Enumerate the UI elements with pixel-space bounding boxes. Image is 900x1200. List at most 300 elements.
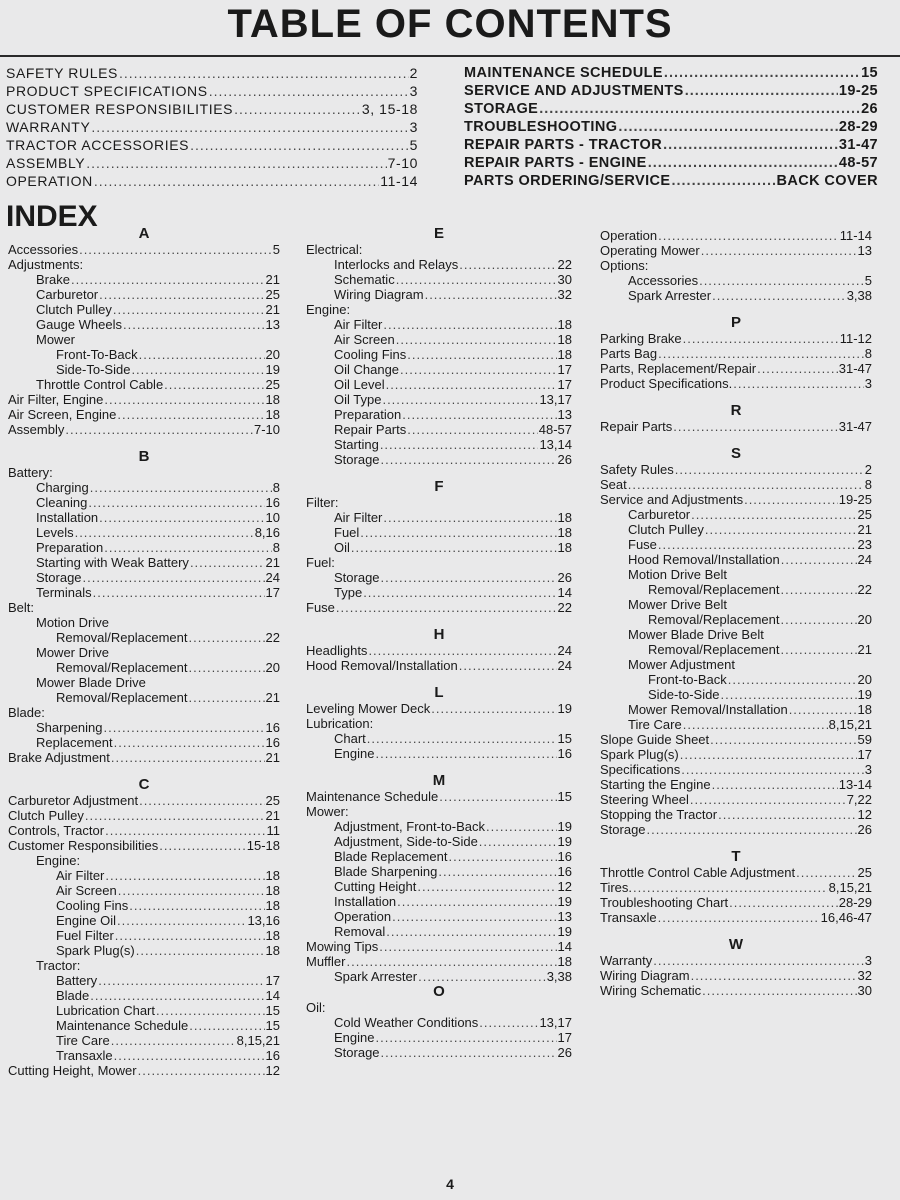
index-entry xyxy=(306,555,572,570)
index-entry xyxy=(306,422,572,437)
index-entry-page: 59 xyxy=(857,732,872,747)
index-entry-page: 21 xyxy=(265,750,280,765)
index-entry-label: Mower Blade Drive xyxy=(36,675,146,690)
dot-leader xyxy=(633,880,828,895)
toc-entry-page: 5 xyxy=(409,137,418,153)
index-entry-page: 18 xyxy=(265,943,280,958)
index-entry-label: Parts, Replacement/Repair xyxy=(600,361,757,376)
index-entry xyxy=(8,720,280,735)
index-entry xyxy=(600,361,872,376)
index-entry xyxy=(8,973,280,988)
index-entry xyxy=(306,600,572,615)
index-entry-page: 18 xyxy=(557,540,572,555)
index-entry xyxy=(306,909,572,924)
index-entry-label: Hood Removal/Installation xyxy=(306,658,458,673)
index-entry xyxy=(8,808,280,823)
toc-entry-label: REPAIR PARTS - TRACTOR xyxy=(464,137,663,153)
dot-leader xyxy=(91,120,408,135)
dot-leader xyxy=(781,582,857,597)
toc-entry-label: REPAIR PARTS - ENGINE xyxy=(464,155,647,171)
index-entry xyxy=(306,585,572,600)
index-entry xyxy=(8,422,280,437)
index-entry-label: Accessories xyxy=(628,273,699,288)
index-entry-page: 23 xyxy=(857,537,872,552)
index-entry-label: Carburetor xyxy=(628,507,691,522)
index-entry xyxy=(600,243,872,258)
index-entry-label: Maintenance Schedule xyxy=(306,789,439,804)
index-entry-label: Customer Responsibilities xyxy=(8,838,159,853)
dot-leader xyxy=(486,819,557,834)
index-entry-label: Chart xyxy=(334,731,366,746)
index-entry xyxy=(600,807,872,822)
index-entry-label: Fuse xyxy=(306,600,335,615)
dot-leader xyxy=(381,570,557,585)
dot-leader xyxy=(375,746,556,761)
index-entry-label: Throttle Control Cable Adjustment xyxy=(600,865,796,880)
index-entry-label: Mower: xyxy=(306,804,349,819)
index-entry-label: Adjustments: xyxy=(8,257,84,272)
index-entry-page: 19 xyxy=(557,924,572,939)
dot-leader xyxy=(710,732,856,747)
index-entry-page: 18 xyxy=(265,883,280,898)
index-entry-page: 11 xyxy=(266,823,280,838)
index-entry-label: Starting xyxy=(334,437,379,452)
toc-entry xyxy=(464,138,878,156)
index-entry-label: Fuse xyxy=(628,537,657,552)
toc-entry-label: TROUBLESHOOTING xyxy=(464,119,618,135)
index-entry-label: Brake xyxy=(36,272,70,287)
index-entry xyxy=(600,507,872,522)
dot-leader xyxy=(653,953,864,968)
index-entry-label: Cutting Height, Mower xyxy=(8,1063,137,1078)
dot-leader xyxy=(705,522,857,537)
index-entry-page: 3,38 xyxy=(546,969,572,984)
index-entry xyxy=(306,819,572,834)
index-entry xyxy=(8,257,280,272)
index-entry-label: Removal/Replacement xyxy=(56,660,188,675)
index-entry xyxy=(600,331,872,346)
index-entry xyxy=(600,273,872,288)
index-entry-label: Oil: xyxy=(306,1000,326,1015)
index-entry-page: 22 xyxy=(857,582,872,597)
index-entry-page: 25 xyxy=(265,287,280,302)
index-entry-label: Interlocks and Relays xyxy=(334,257,459,272)
index-entry-page: 16 xyxy=(557,849,572,864)
index-entry xyxy=(8,1048,280,1063)
index-entry-label: Repair Parts xyxy=(334,422,407,437)
index-entry xyxy=(306,746,572,761)
index-entry xyxy=(8,1033,280,1048)
toc-entry-page: 7-10 xyxy=(387,155,418,171)
index-entry-label: Spark Arrester xyxy=(334,969,418,984)
toc-entry-page: 3 xyxy=(409,83,418,99)
dot-leader xyxy=(690,792,846,807)
index-entry xyxy=(600,627,872,642)
dot-leader xyxy=(781,642,857,657)
index-entry-label: Removal xyxy=(334,924,386,939)
index-entry xyxy=(600,672,872,687)
toc-entry-page: 3, 15-18 xyxy=(361,101,418,117)
index-entry-page: 18 xyxy=(557,525,572,540)
index-entry-label: Carburetor xyxy=(36,287,99,302)
dot-leader xyxy=(347,954,557,969)
index-entry-label: Preparation xyxy=(36,540,104,555)
index-entry-label: Parking Brake xyxy=(600,331,682,346)
dot-leader xyxy=(119,66,409,81)
index-entry-label: Tractor: xyxy=(36,958,81,973)
index-entry-label: Side-to-Side xyxy=(648,687,720,702)
index-entry-page: 8,15,21 xyxy=(236,1033,280,1048)
dot-leader xyxy=(113,302,265,317)
index-entry-label: Maintenance Schedule xyxy=(56,1018,189,1033)
index-entry-label: Cutting Height xyxy=(334,879,417,894)
index-entry-page: 26 xyxy=(557,1045,572,1060)
index-entry xyxy=(600,552,872,567)
index-entry-label: Fuel Filter xyxy=(56,928,114,943)
index-entry-label: Seat xyxy=(600,477,627,492)
index-entry-label: Controls, Tractor xyxy=(8,823,105,838)
index-entry xyxy=(600,822,872,837)
index-entry-page: 3,38 xyxy=(846,288,872,303)
dot-leader xyxy=(418,969,546,984)
index-entry-label: Motion Drive Belt xyxy=(628,567,727,582)
dot-leader xyxy=(417,879,556,894)
index-entry-label: Storage xyxy=(334,452,380,467)
index-entry xyxy=(306,392,572,407)
dot-leader xyxy=(744,492,838,507)
index-entry-label: Accessories xyxy=(8,242,79,257)
dot-leader xyxy=(479,1015,538,1030)
dot-leader xyxy=(114,1048,265,1063)
dot-leader xyxy=(789,702,857,717)
toc-entry xyxy=(464,120,878,138)
page-title: TABLE OF CONTENTS xyxy=(227,2,673,46)
dot-leader xyxy=(402,407,556,422)
index-entry xyxy=(8,392,280,407)
index-column-3 xyxy=(600,228,872,998)
index-entry-label: Product Specifications. xyxy=(600,376,733,391)
toc-entry-label: SAFETY RULES xyxy=(6,65,118,81)
index-entry-label: Throttle Control Cable xyxy=(36,377,164,392)
index-entry-page: 18 xyxy=(265,928,280,943)
index-entry xyxy=(306,789,572,804)
toc-left-column xyxy=(6,66,418,192)
dot-leader xyxy=(381,452,557,467)
index-entry xyxy=(8,317,280,332)
index-entry xyxy=(306,272,572,287)
dot-leader xyxy=(118,883,265,898)
toc-entry-label: PRODUCT SPECIFICATIONS xyxy=(6,83,208,99)
index-entry-label: Steering Wheel xyxy=(600,792,689,807)
index-entry xyxy=(8,465,280,480)
index-entry-page: 18 xyxy=(557,954,572,969)
dot-leader xyxy=(618,120,837,135)
index-entry xyxy=(8,913,280,928)
toc-entry-label: CUSTOMER RESPONSIBILITIES xyxy=(6,101,234,117)
index-entry xyxy=(306,864,572,879)
index-entry xyxy=(306,954,572,969)
index-entry-page: 13,17 xyxy=(539,392,572,407)
index-entry xyxy=(306,570,572,585)
index-entry-label: Engine Oil xyxy=(56,913,116,928)
index-entry-label: Oil Level xyxy=(334,377,385,392)
index-entry-label: Wiring Diagram xyxy=(334,287,424,302)
index-entry-label: Storage xyxy=(600,822,646,837)
index-entry xyxy=(306,302,572,317)
dot-leader xyxy=(757,361,838,376)
index-entry-label: Mowing Tips xyxy=(306,939,379,954)
index-entry xyxy=(8,1003,280,1018)
index-entry xyxy=(600,258,872,273)
dot-leader xyxy=(796,865,856,880)
index-entry-page: 13 xyxy=(265,317,280,332)
dot-leader xyxy=(381,1045,557,1060)
index-entry-page: 21 xyxy=(265,272,280,287)
dot-leader xyxy=(164,377,264,392)
dot-leader xyxy=(379,939,556,954)
index-entry-label: Headlights xyxy=(306,643,368,658)
index-entry-page: 7,22 xyxy=(846,792,872,807)
dot-leader xyxy=(65,422,253,437)
index-entry xyxy=(600,657,872,672)
dot-leader xyxy=(701,243,857,258)
index-entry-page: 26 xyxy=(557,570,572,585)
index-entry xyxy=(8,242,280,257)
index-entry xyxy=(8,705,280,720)
dot-leader xyxy=(683,717,828,732)
index-entry xyxy=(8,362,280,377)
toc-entry-page: 48-57 xyxy=(838,155,878,171)
index-entry xyxy=(306,1030,572,1045)
index-entry-page: 8 xyxy=(272,480,280,495)
index-entry-page: 19 xyxy=(857,687,872,702)
index-entry-label: Adjustment, Front-to-Back xyxy=(334,819,485,834)
index-entry xyxy=(8,868,280,883)
dot-leader xyxy=(733,376,864,391)
dot-leader xyxy=(691,968,857,983)
toc-entry xyxy=(6,102,418,120)
index-entry-label: Safety Rules xyxy=(600,462,674,477)
index-entry-page: 24 xyxy=(557,643,572,658)
toc-entry-label: TRACTOR ACCESSORIES xyxy=(6,137,190,153)
index-entry-page: 21 xyxy=(857,642,872,657)
toc-entry-page: BACK COVER xyxy=(776,173,878,189)
toc-entry-label: WARRANTY xyxy=(6,119,91,135)
dot-leader xyxy=(380,437,539,452)
dot-leader xyxy=(375,1030,556,1045)
index-entry xyxy=(600,865,872,880)
index-entry-label: Repair Parts xyxy=(600,419,673,434)
dot-leader xyxy=(86,156,386,171)
index-entry xyxy=(8,943,280,958)
index-entry xyxy=(600,747,872,762)
index-entry-label: Warranty xyxy=(600,953,653,968)
index-entry-label: Spark Plug(s) xyxy=(600,747,679,762)
index-entry-label: Stopping the Tractor xyxy=(600,807,718,822)
index-entry-label: Replacement xyxy=(36,735,113,750)
index-entry-label: Oil Change xyxy=(334,362,400,377)
index-entry-page: 13 xyxy=(857,243,872,258)
index-entry-label: Adjustment, Side-to-Side xyxy=(334,834,478,849)
index-entry-label: Engine xyxy=(334,1030,375,1045)
index-entry xyxy=(8,377,280,392)
index-entry-page: 16 xyxy=(557,864,572,879)
index-entry xyxy=(8,883,280,898)
index-entry xyxy=(306,969,572,984)
index-entry-page: 21 xyxy=(857,522,872,537)
index-entry xyxy=(8,287,280,302)
index-entry-label: Blade Sharpening xyxy=(334,864,438,879)
index-entry-page: 25 xyxy=(857,507,872,522)
dot-leader xyxy=(681,762,864,777)
index-entry-label: Carburetor Adjustment xyxy=(8,793,139,808)
dot-leader xyxy=(658,346,864,361)
index-entry xyxy=(8,480,280,495)
index-entry xyxy=(306,701,572,716)
index-entry xyxy=(8,675,280,690)
toc-entry-page: 31-47 xyxy=(838,137,878,153)
index-entry-label: Filter: xyxy=(306,495,339,510)
dot-leader xyxy=(728,672,857,687)
dot-leader xyxy=(368,643,556,658)
dot-leader xyxy=(234,102,361,117)
dot-leader xyxy=(658,228,839,243)
index-entry-page: 2 xyxy=(864,462,872,477)
index-entry xyxy=(306,495,572,510)
index-entry xyxy=(306,452,572,467)
index-entry xyxy=(306,347,572,362)
index-entry xyxy=(8,735,280,750)
dot-leader xyxy=(396,272,557,287)
index-entry xyxy=(306,540,572,555)
index-entry-page: 8 xyxy=(272,540,280,555)
index-letter-heading: F xyxy=(434,478,444,495)
index-entry-page: 18 xyxy=(857,702,872,717)
index-entry xyxy=(306,1000,572,1015)
index-entry-page: 15 xyxy=(265,1018,280,1033)
index-entry-label: Transaxle xyxy=(600,910,657,925)
index-entry-label: Charging xyxy=(36,480,89,495)
index-entry xyxy=(600,762,872,777)
index-entry xyxy=(600,687,872,702)
dot-leader xyxy=(190,555,265,570)
toc-entry-page: 11-14 xyxy=(380,173,418,189)
index-entry xyxy=(600,376,872,391)
index-entry xyxy=(306,510,572,525)
index-entry-label: Oil xyxy=(334,540,350,555)
index-entry-label: Motion Drive xyxy=(36,615,109,630)
index-entry xyxy=(306,849,572,864)
index-entry-page: 16 xyxy=(265,720,280,735)
index-entry xyxy=(306,1045,572,1060)
dot-leader xyxy=(400,362,556,377)
index-letter-heading: M xyxy=(432,772,446,789)
dot-leader xyxy=(93,585,265,600)
index-entry xyxy=(306,924,572,939)
dot-leader xyxy=(439,789,556,804)
toc-entry-label: ASSEMBLY xyxy=(6,155,86,171)
index-entry-page: 8,15,21 xyxy=(828,717,872,732)
index-entry-page: 17 xyxy=(557,1030,572,1045)
index-entry xyxy=(8,332,280,347)
toc-entry-label: OPERATION xyxy=(6,173,93,189)
index-column-2 xyxy=(306,226,572,1060)
index-entry xyxy=(600,462,872,477)
dot-leader xyxy=(117,913,246,928)
dot-leader xyxy=(383,510,556,525)
index-entry-page: 18 xyxy=(557,347,572,362)
dot-leader xyxy=(351,540,557,555)
index-entry xyxy=(306,257,572,272)
index-entry-page: 19 xyxy=(557,701,572,716)
dot-leader xyxy=(699,273,864,288)
index-entry-label: Air Filter, Engine xyxy=(8,392,104,407)
index-entry-label: Cooling Fins xyxy=(334,347,407,362)
dot-leader xyxy=(189,630,265,645)
index-entry-label: Installation xyxy=(334,894,397,909)
dot-leader xyxy=(85,808,265,823)
index-letter-heading: H xyxy=(433,626,445,643)
index-entry-label: Removal/Replacement xyxy=(648,642,780,657)
index-entry-page: 12 xyxy=(265,1063,280,1078)
index-entry-page: 22 xyxy=(265,630,280,645)
index-entry-page: 12 xyxy=(857,807,872,822)
dot-leader xyxy=(479,834,557,849)
index-entry-label: Assembly xyxy=(8,422,65,437)
index-entry xyxy=(600,582,872,597)
dot-leader xyxy=(115,928,265,943)
index-entry-page: 19-25 xyxy=(838,492,872,507)
index-entry-label: Wiring Schematic xyxy=(600,983,702,998)
index-entry-page: 12 xyxy=(557,879,572,894)
index-entry xyxy=(600,477,872,492)
dot-leader xyxy=(382,392,538,407)
dot-leader xyxy=(718,807,856,822)
dot-leader xyxy=(691,507,856,522)
dot-leader xyxy=(663,138,838,153)
index-entry-page: 17 xyxy=(557,377,572,392)
index-entry-label: Mower Drive xyxy=(36,645,109,660)
index-entry-page: 5 xyxy=(272,242,280,257)
index-entry-label: Starting the Engine xyxy=(600,777,711,792)
index-entry-label: Battery: xyxy=(8,465,53,480)
dot-leader xyxy=(104,392,264,407)
page-number: 4 xyxy=(446,1176,454,1192)
dot-leader xyxy=(104,720,265,735)
index-entry xyxy=(600,717,872,732)
index-entry xyxy=(600,732,872,747)
index-entry-label: Engine: xyxy=(36,853,81,868)
index-entry xyxy=(8,615,280,630)
index-entry-label: Terminals xyxy=(36,585,92,600)
index-entry xyxy=(600,792,872,807)
title-divider xyxy=(0,55,900,57)
index-entry-page: 13 xyxy=(557,407,572,422)
dot-leader xyxy=(781,552,857,567)
index-entry xyxy=(8,853,280,868)
index-entry-label: Cleaning xyxy=(36,495,88,510)
dot-leader xyxy=(425,287,557,302)
index-entry-label: Storage xyxy=(334,570,380,585)
index-entry-label: Mower Drive Belt xyxy=(628,597,727,612)
index-entry-label: Removal/Replacement xyxy=(56,630,188,645)
index-entry-label: Air Filter xyxy=(56,868,105,883)
index-entry xyxy=(600,492,872,507)
dot-leader xyxy=(431,701,556,716)
index-entry-label: Operation xyxy=(334,909,392,924)
index-entry-label: Fuel xyxy=(334,525,360,540)
index-entry-label: Starting with Weak Battery xyxy=(36,555,189,570)
